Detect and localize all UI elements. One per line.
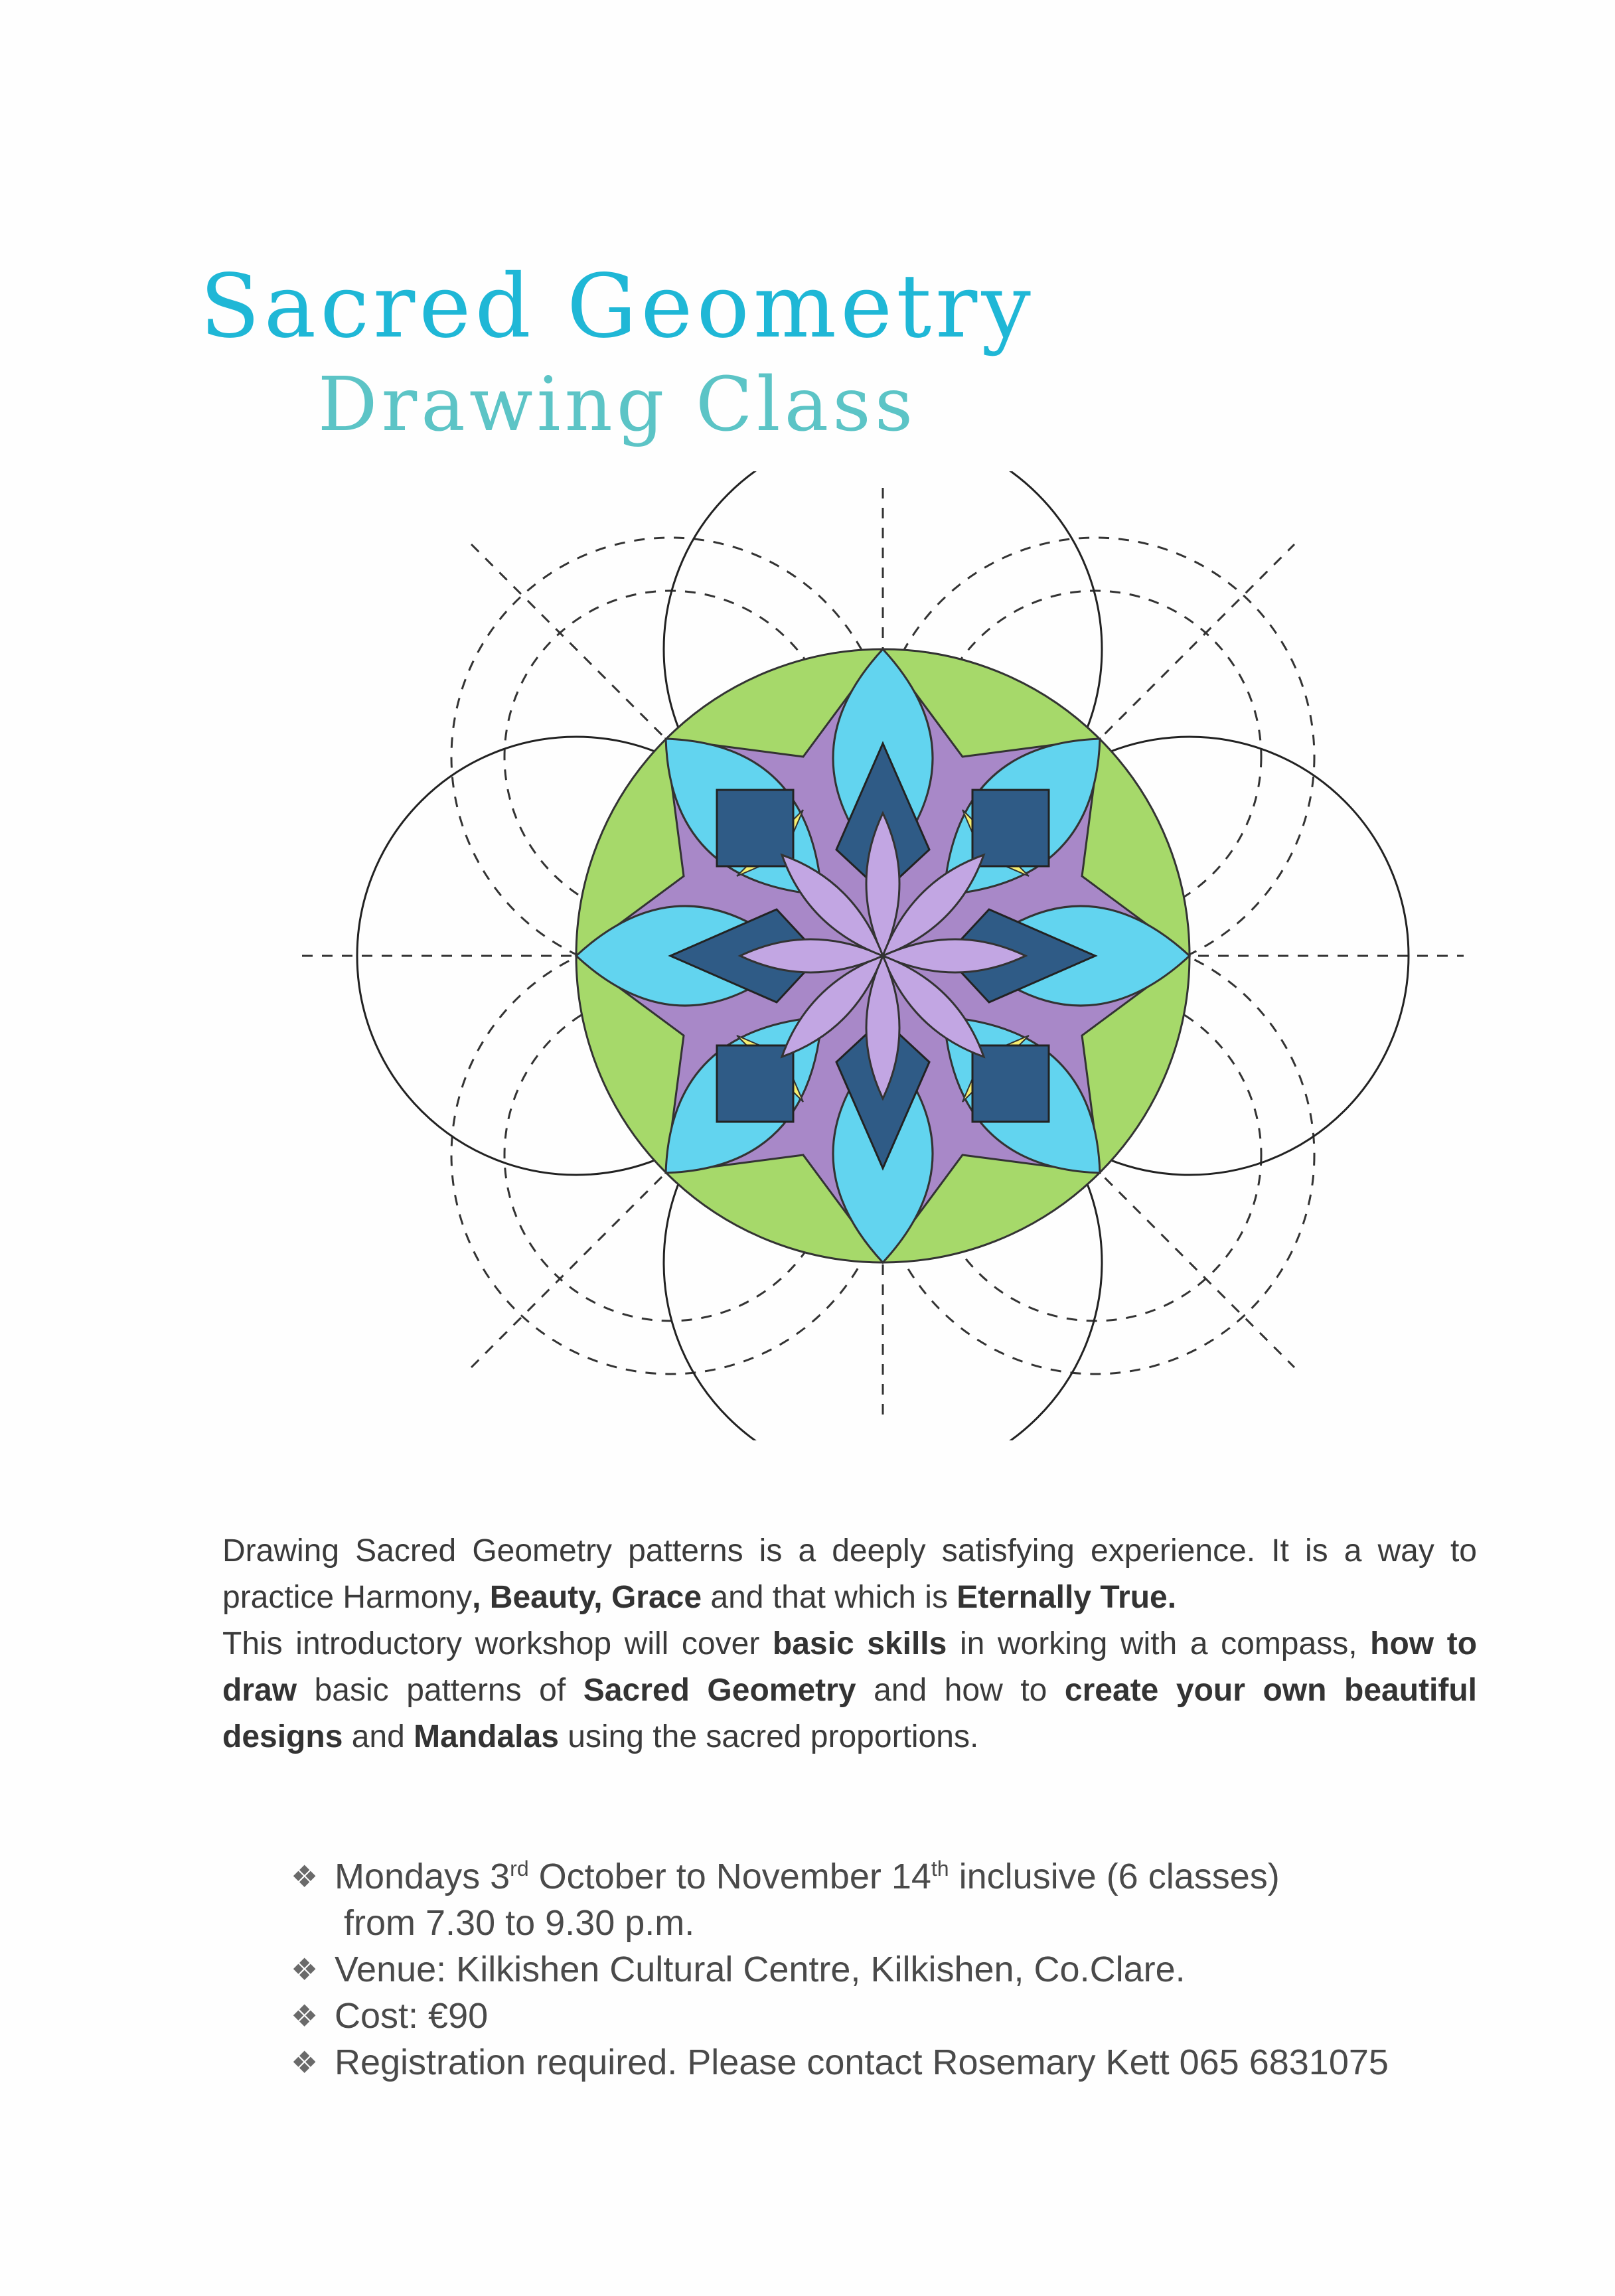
diamond-bullet-icon: ❖ — [291, 1859, 319, 1894]
sacred-geometry-mandala — [292, 471, 1474, 1440]
detail-registration: ❖ Registration required. Please contact Rosemary Kett 065 6831075 — [291, 2039, 1486, 2086]
detail-schedule: ❖ Mondays 3rd October to November 14th inclusive (6 classes) from 7.30 to 9.30 p.m. — [291, 1853, 1486, 1946]
intro-paragraph-2: This introductory workshop will cover basic skills in working with a compass, how to draw basic patterns of Sacred Geometry and how to create your own beautiful designs and Mandalas using the sacred proportions. — [222, 1626, 1478, 1754]
page-title: Sacred Geometry — [200, 256, 1035, 358]
schedule-time: from 7.30 to 9.30 p.m. — [344, 1903, 695, 1943]
detail-cost: ❖ Cost: €90 — [291, 1993, 1486, 2039]
detail-venue: ❖ Venue: Kilkishen Cultural Centre, Kilkishen, Co.Clare. — [291, 1946, 1486, 1993]
diamond-bullet-icon: ❖ — [291, 1952, 319, 1987]
intro-text — [222, 1528, 1477, 1760]
class-details-list — [291, 1853, 1486, 2086]
central-flower — [740, 813, 1026, 1099]
intro-paragraph-1: Drawing Sacred Geometry patterns is a deeply satisfying experience. It is a way to practice Harmony, Beauty, Grace and that which is Eternally True. — [222, 1533, 1477, 1615]
page-subtitle: Drawing Class — [317, 362, 917, 448]
diamond-bullet-icon: ❖ — [291, 1999, 319, 2033]
diamond-bullet-icon: ❖ — [291, 2045, 319, 2080]
